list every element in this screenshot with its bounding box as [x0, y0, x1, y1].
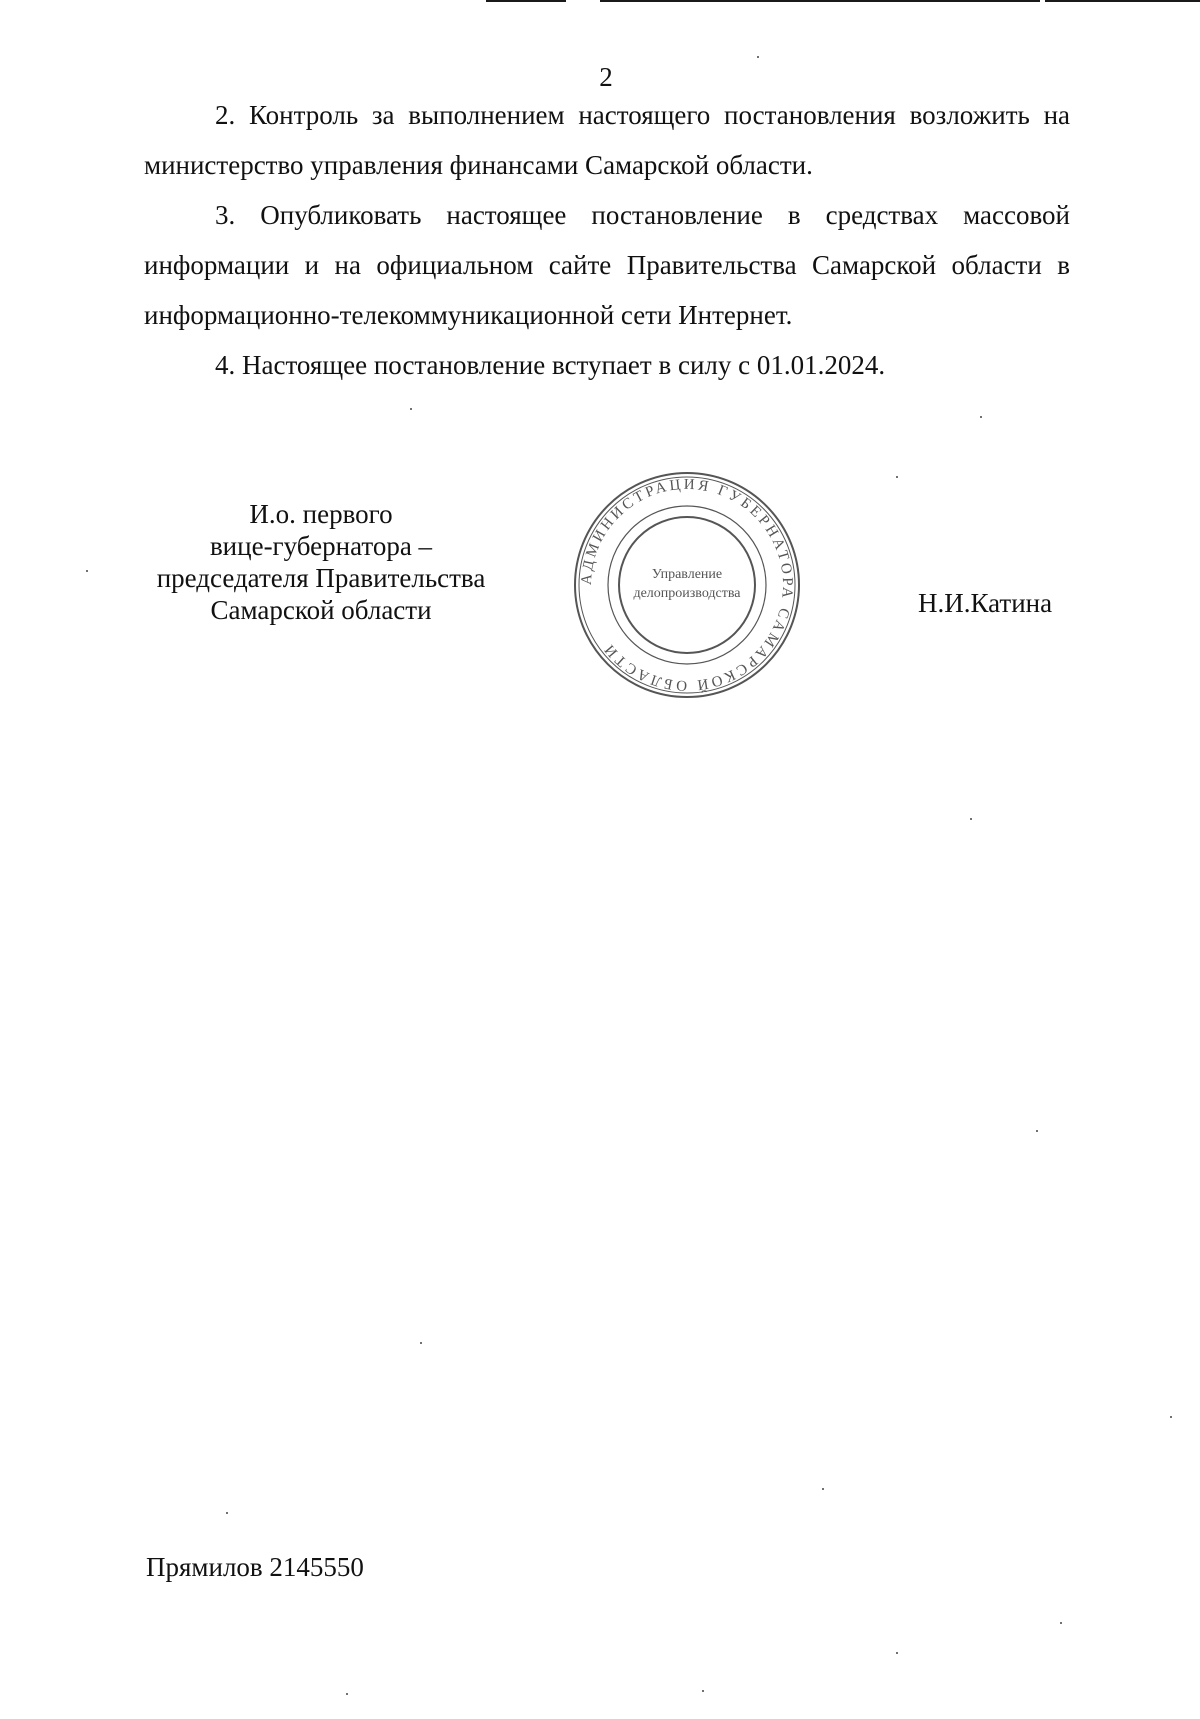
scan-speck — [980, 416, 982, 418]
scan-speck — [757, 56, 759, 58]
scan-speck — [822, 1488, 824, 1490]
signatory-title-line: И.о. первого — [249, 499, 393, 529]
paragraph-control: 2. Контроль за выполнением настоящего постановления возложить на министерство управления финансами Самарской области. — [144, 100, 1070, 180]
scan-speck — [970, 818, 972, 820]
scan-speck — [896, 476, 898, 478]
scan-speck — [896, 1652, 898, 1654]
scan-speck — [346, 1693, 348, 1695]
page-number: 2 — [599, 62, 613, 92]
scan-speck — [702, 1690, 704, 1692]
signatory-title-line: председателя Правительства — [156, 563, 486, 593]
official-seal — [572, 470, 802, 700]
scan-speck — [226, 1512, 228, 1514]
executor-info: Прямилов 2145550 — [146, 1552, 364, 1582]
seal-inner-line: делопроизводства — [633, 586, 741, 601]
signatory-title-line: вице-губернатора – — [209, 531, 433, 561]
signatory-name: Н.И.Катина — [918, 588, 1053, 618]
seal-inner-line: Управление — [651, 567, 723, 582]
signatory-title — [136, 498, 506, 626]
top-rule — [1045, 0, 1200, 2]
scan-speck — [1036, 1130, 1038, 1132]
scan-speck — [86, 570, 88, 572]
signatory-title-line: Самарской области — [210, 595, 432, 625]
scan-speck — [1060, 1622, 1062, 1624]
seal-outer-text: АДМИНИСТРАЦИЯ ГУБЕРНАТОРА САМАРСКОЙ ОБЛАСТИ — [578, 476, 796, 694]
scan-speck — [1170, 1416, 1172, 1418]
document-body — [144, 90, 1070, 390]
paragraph-publish: 3. Опубликовать настоящее постановление в средствах массовой информации и на официальном сайте Правительства Самарской области в информационно-телекоммуникационной сети Интернет. — [144, 200, 1070, 330]
scan-speck — [420, 1342, 422, 1344]
top-rule — [600, 0, 1040, 2]
scan-speck — [410, 408, 412, 410]
paragraph-effective-date: 4. Настоящее постановление вступает в силу с 01.01.2024. — [215, 350, 886, 380]
top-rule — [486, 0, 566, 2]
